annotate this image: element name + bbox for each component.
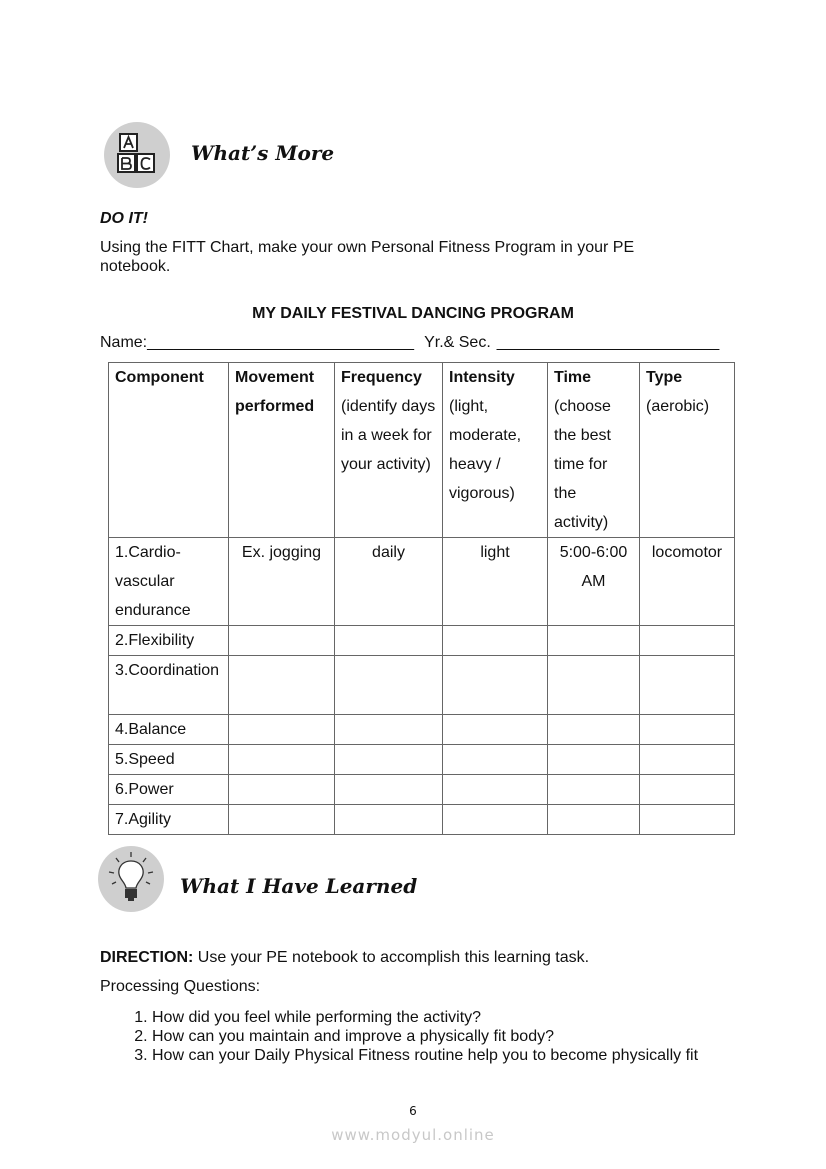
cell-intensity[interactable]: [443, 775, 548, 805]
name-line: [100, 334, 719, 352]
cell-type[interactable]: [640, 715, 735, 745]
cell-component: 3.Coordination: [109, 656, 229, 715]
header-type: Type (aerobic): [640, 363, 735, 538]
table-row: [109, 656, 735, 715]
cell-movement[interactable]: [229, 745, 335, 775]
table-row: [109, 626, 735, 656]
do-it-instruction: Using the FITT Chart, make your own Personal Fitness Program in your PE notebook.: [100, 239, 635, 275]
cell-movement[interactable]: [229, 775, 335, 805]
cell-intensity[interactable]: [443, 656, 548, 715]
cell-type[interactable]: [640, 775, 735, 805]
section-title-whats-more: What’s More: [191, 141, 335, 165]
question-item: 2. How can you maintain and improve a physically fit body?: [152, 1027, 800, 1046]
cell-frequency[interactable]: [335, 715, 443, 745]
table-row: [109, 745, 735, 775]
cell-component: 5.Speed: [109, 745, 229, 775]
cell-component: 7.Agility: [109, 805, 229, 835]
direction-text: Use your PE notebook to accomplish this learning task.: [193, 949, 590, 966]
cell-time[interactable]: [548, 626, 640, 656]
cell-movement[interactable]: [229, 656, 335, 715]
page-number: 6: [409, 1104, 417, 1118]
do-it-label: DO IT!: [100, 210, 148, 227]
cell-time[interactable]: [548, 775, 640, 805]
cell-time[interactable]: [548, 715, 640, 745]
cell-time[interactable]: [548, 805, 640, 835]
cell-movement[interactable]: [229, 626, 335, 656]
abc-blocks-icon: [104, 122, 170, 188]
table-header-row: [109, 363, 735, 538]
name-label: Name:: [100, 334, 148, 351]
cell-component: 6.Power: [109, 775, 229, 805]
cell-time[interactable]: [548, 745, 640, 775]
cell-frequency[interactable]: [335, 805, 443, 835]
table-row: [109, 715, 735, 745]
cell-movement[interactable]: [229, 805, 335, 835]
cell-component: 1.Cardio-vascular endurance: [109, 538, 229, 626]
cell-frequency[interactable]: daily: [335, 538, 443, 626]
table-row: [109, 805, 735, 835]
cell-component: 2.Flexibility: [109, 626, 229, 656]
direction-label: DIRECTION:: [100, 949, 194, 966]
cell-intensity[interactable]: [443, 745, 548, 775]
name-blank[interactable]: ______________________________: [147, 334, 415, 351]
cell-type[interactable]: [640, 745, 735, 775]
cell-type[interactable]: [640, 656, 735, 715]
table-row: [109, 775, 735, 805]
header-frequency: Frequency (identify days in a week for your activity): [335, 363, 443, 538]
cell-intensity[interactable]: light: [443, 538, 548, 626]
processing-label: Processing Questions:: [100, 978, 261, 995]
cell-intensity[interactable]: [443, 715, 548, 745]
cell-type[interactable]: [640, 805, 735, 835]
cell-intensity[interactable]: [443, 626, 548, 656]
cell-frequency[interactable]: [335, 775, 443, 805]
direction: [100, 949, 589, 967]
header-intensity: Intensity (light, moderate, heavy / vigorous): [443, 363, 548, 538]
header-movement: Movement performed: [229, 363, 335, 538]
cell-movement[interactable]: Ex. jogging: [229, 538, 335, 626]
section-label: Yr.& Sec.: [424, 334, 491, 351]
program-title: MY DAILY FESTIVAL DANCING PROGRAM: [252, 305, 574, 322]
cell-movement[interactable]: [229, 715, 335, 745]
processing-questions: [100, 1008, 800, 1065]
table-row: [109, 538, 735, 626]
cell-intensity[interactable]: [443, 805, 548, 835]
cell-type[interactable]: locomotor: [640, 538, 735, 626]
question-item: 3. How can your Daily Physical Fitness routine help you to become physically fit: [152, 1046, 800, 1065]
cell-type[interactable]: [640, 626, 735, 656]
cell-time[interactable]: [548, 656, 640, 715]
lightbulb-icon: [98, 846, 164, 912]
cell-time[interactable]: 5:00-6:00 AM: [548, 538, 640, 626]
watermark: www.modyul.online: [331, 1126, 495, 1144]
cell-frequency[interactable]: [335, 656, 443, 715]
header-component: Component: [109, 363, 229, 538]
cell-frequency[interactable]: [335, 626, 443, 656]
header-time: Time (choose the best time for the activity): [548, 363, 640, 538]
question-item: 1. How did you feel while performing the activity?: [152, 1008, 800, 1027]
section-blank[interactable]: _________________________: [496, 334, 720, 351]
cell-frequency[interactable]: [335, 745, 443, 775]
fitt-table: [108, 362, 735, 835]
cell-component: 4.Balance: [109, 715, 229, 745]
section-title-what-i-have-learned: What I Have Learned: [180, 874, 418, 898]
